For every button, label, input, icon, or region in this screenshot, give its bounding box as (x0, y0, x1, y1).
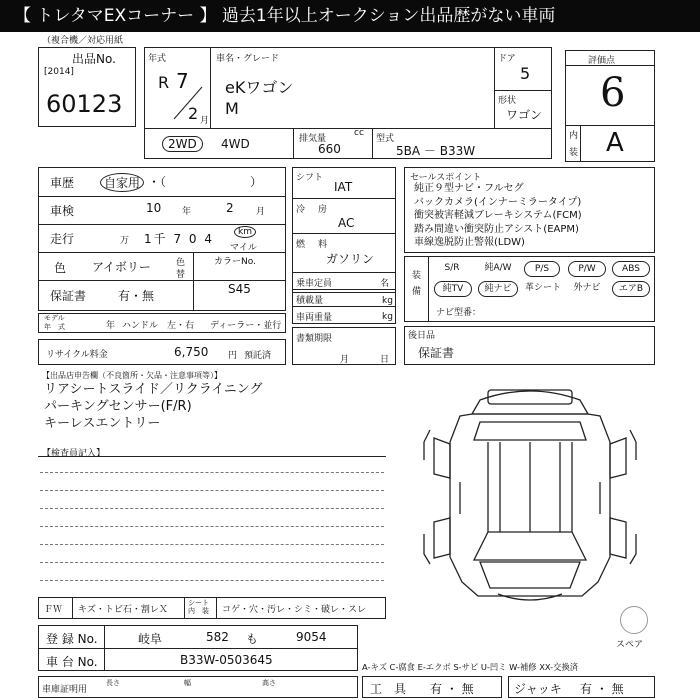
fuel-value: ガソリン (326, 252, 375, 266)
lot-number: 60123 (46, 90, 123, 118)
displacement-label: 排気量 (299, 134, 327, 144)
mileage-label: 走行 (50, 232, 75, 246)
sales-point: 純正９型ナビ・フルセグ (414, 183, 524, 194)
displacement-value: 660 (318, 142, 341, 156)
capacity-label: 乗車定員 (296, 279, 333, 289)
car-grade: M (225, 99, 239, 118)
sales-points-list (414, 182, 582, 250)
sales-point: 衝突被害軽減ブレーキシステム(FCM) (414, 210, 582, 221)
shift-value: IAT (334, 180, 353, 194)
sales-point: 踏み間違い衝突防止アシスト(EAPM) (414, 223, 579, 235)
equip-airbag: エアB (612, 281, 650, 297)
model-year-label: 年式 (148, 54, 167, 64)
body-shape-value: ワゴン (506, 108, 543, 122)
cert-label: 車庫証明用 (42, 685, 88, 695)
score-label: 評価点 (588, 56, 616, 66)
registration-place: 岐阜 (138, 632, 163, 646)
aircon-label2: 房 (318, 205, 328, 215)
doc-expiry-day: 日 (380, 355, 390, 365)
history-value: 自家用 (100, 173, 144, 192)
inspection-year-unit: 年 (182, 207, 192, 217)
sales-point: バックカメラ(インナーミラータイプ) (414, 196, 582, 208)
color-label: 色 (54, 261, 67, 275)
color-no-value: S45 (228, 282, 251, 296)
tools-value: 有 ・ 無 (430, 682, 474, 696)
drive-2wd: 2WD (162, 136, 203, 152)
tools-label: 工 具 (370, 682, 407, 696)
history-rest: ・（ ） (148, 175, 263, 189)
model-month-value: 2 (188, 104, 199, 123)
recycle-note: 預託済 (244, 351, 272, 361)
displacement-unit: cc (354, 128, 364, 138)
model-code-label: 型式 (376, 134, 395, 144)
color-value: アイボリー (92, 260, 151, 274)
color-no-label: カラーNo. (214, 257, 256, 267)
exhibitor-notes (44, 381, 263, 432)
exhibitor-notes-label: 【出品店申告欄（不良箇所・欠品・注意事項等）】 (42, 371, 222, 380)
car-diagram (410, 382, 650, 612)
dealer: ディーラー・並行 (210, 321, 282, 331)
sales-points-label: セールスポイント (410, 173, 482, 183)
equip-abs: ABS (612, 261, 650, 277)
warranty-value: 有・無 (118, 289, 155, 303)
registration-kana: も (246, 632, 259, 646)
equip-leather: 革シート (524, 283, 561, 293)
inspection-label: 車検 (50, 204, 75, 218)
history-label: 車歴 (50, 176, 75, 190)
capacity-unit: 名 (380, 279, 390, 289)
interior-label2: 装 (569, 148, 579, 158)
interior-label1: 内 (569, 131, 579, 141)
equip-ext-navi: 外ナビ (573, 283, 601, 293)
model-code-value: 5BA － B33W (396, 144, 476, 158)
interior-value: A (606, 128, 624, 158)
score-value: 6 (600, 70, 626, 116)
registration-class: 582 (206, 630, 229, 644)
cert-height: 高さ (262, 679, 276, 687)
spare-label: スペア (616, 640, 644, 650)
equip-tv: 純TV (434, 281, 472, 297)
damage-legend: A-キズ C-腐食 E-エクボ S-サビ U-凹ミ W-補修 XX-交換済 (362, 662, 579, 672)
inspection-month-unit: 月 (256, 207, 266, 217)
recycle-label: リサイクル料金 (46, 350, 108, 360)
recycle-unit: 円 (228, 351, 238, 361)
cert-length: 長さ (106, 679, 120, 687)
equipment-label2: 備 (412, 287, 422, 297)
equip-ps: P/S (524, 261, 560, 277)
doc-expiry-month: 月 (340, 355, 350, 365)
registration-label: 登 録 No. (46, 632, 98, 646)
weight-unit: kg (382, 312, 393, 322)
load-label: 積載量 (296, 296, 324, 306)
note-line: キーレスエントリー (44, 416, 161, 431)
after-items-value: 保証書 (418, 346, 455, 360)
inspector-label: 【検査員記入】 (42, 449, 106, 459)
after-items-label: 後日品 (408, 331, 436, 341)
equip-navi: 純ナビ (478, 281, 518, 297)
cert-width: 幅 (184, 679, 191, 687)
inspection-month: 2 (226, 201, 234, 215)
jack-label: ジャッキ (514, 682, 562, 696)
top-note: （複合機／対応用紙 (42, 36, 124, 46)
warranty-label: 保証書 (50, 289, 87, 303)
lot-label: 出品No. (72, 52, 116, 66)
load-unit: kg (382, 296, 393, 306)
color-change-1: 色 (176, 258, 186, 268)
car-name-label: 車名・グレード (216, 54, 280, 64)
navi-model: ナビ型番： (436, 308, 482, 318)
fuel-label1: 燃 (296, 240, 306, 250)
model-year-row-label1: モデル (44, 314, 65, 322)
chassis-label: 車 台 No. (46, 655, 98, 669)
equip-sr: S/R (444, 263, 460, 273)
fuel-label2: 料 (318, 240, 328, 250)
sales-point: 車線逸脱防止警報(LDW) (414, 237, 525, 248)
equipment-label1: 装 (412, 271, 422, 281)
mileage-man: 万 (120, 236, 130, 246)
model-year-row-year: 年 (106, 321, 116, 331)
spare-wheel-icon (620, 606, 648, 634)
seat-label: シート内 装 (188, 599, 209, 615)
doc-expiry-label: 書類期限 (296, 334, 333, 344)
equip-pw: P/W (568, 261, 606, 277)
handle: ハンドル 左・右 (122, 321, 195, 331)
weight-label: 車両重量 (296, 313, 333, 323)
aircon-label1: 冷 (296, 205, 306, 215)
doors-label: ドア (498, 54, 516, 64)
aircon-value: AC (338, 216, 355, 230)
body-shape-label: 形状 (498, 96, 517, 106)
doors-value: 5 (520, 64, 531, 83)
jack-value: 有 ・ 無 (580, 682, 624, 696)
car-name: eKワゴン (225, 78, 294, 97)
mileage-unit: km (234, 226, 256, 238)
model-year-row-label2: 年 式 (44, 323, 65, 331)
seat-text: コゲ・穴・汚レ・シミ・破レ・スレ (222, 605, 367, 615)
equip-aw: 純A/W (484, 263, 512, 273)
month-unit: 月 (200, 116, 210, 126)
mileage-digits: 1千 7 0 4 (144, 232, 214, 246)
lot-year-tag: [2014] (44, 67, 74, 77)
fw-label: ＦＷ (44, 605, 63, 615)
inspection-year: 10 (146, 201, 162, 215)
fw-text: キズ・トビ石・割レＸ (78, 605, 168, 615)
model-year-value: 7 (176, 69, 189, 93)
era: R (158, 73, 170, 92)
page-header: 【 トレタマEXコーナー 】 過去1年以上オークション出品歴がない車両 (0, 0, 700, 32)
note-line: パーキングセンサー(F/R) (44, 399, 192, 414)
recycle-value: 6,750 (174, 345, 209, 359)
note-line: リアシートスライド／リクライニング (44, 382, 263, 397)
shift-label: シフト (296, 173, 324, 183)
chassis-value: B33W-0503645 (180, 653, 273, 667)
drive-4wd: 4WD (221, 137, 250, 151)
color-change-2: 替 (176, 270, 186, 280)
registration-number: 9054 (296, 630, 327, 644)
mileage-unit2: マイル (230, 243, 257, 253)
